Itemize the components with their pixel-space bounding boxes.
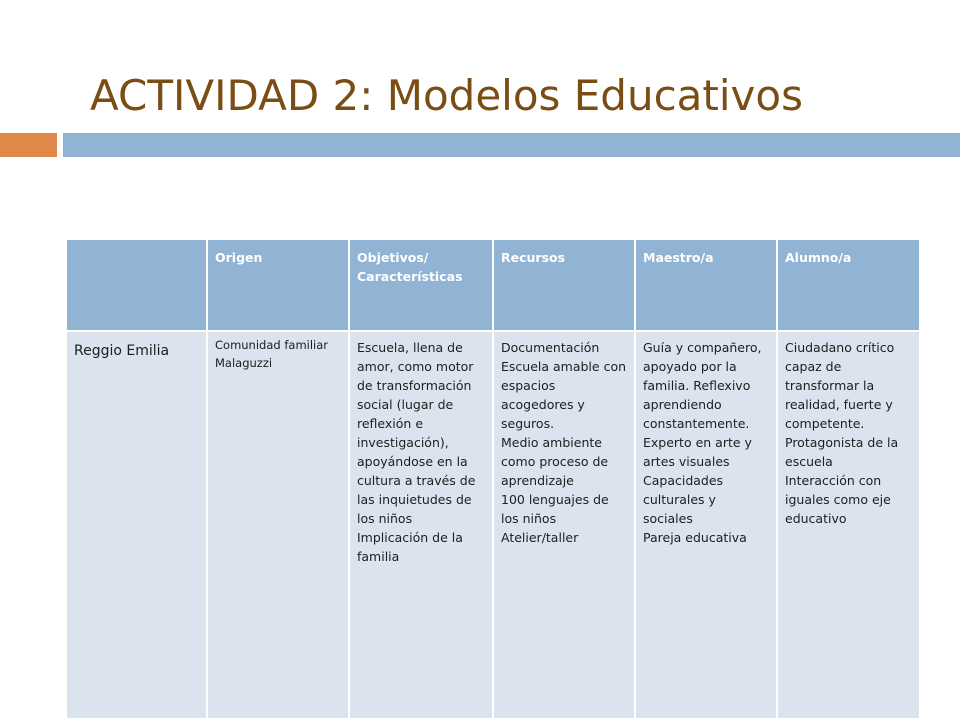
- maestro-line: Guía y compañero, apoyado por la familia. Reflexivo aprendiendo constantemente.: [643, 340, 762, 431]
- header-objetivos: Objetivos/ Características: [349, 239, 493, 331]
- slide-title: ACTIVIDAD 2: Modelos Educativos: [90, 71, 803, 120]
- recursos-line: Escuela amable con espacios acogedores y seguros.: [501, 359, 627, 431]
- objetivos-line: Implicación de la familia: [357, 530, 463, 564]
- origen-line: Comunidad familiar: [215, 338, 329, 352]
- header-recursos: Recursos: [493, 239, 635, 331]
- alumno-line: Ciudadano crítico capaz de transformar la realidad, fuerte y competente.: [785, 340, 895, 431]
- recursos-line: 100 lenguajes de los niños: [501, 492, 609, 526]
- alumno-line: Protagonista de la escuela: [785, 435, 899, 469]
- table-body: [66, 331, 920, 719]
- row-label-reggio-emilia: Reggio Emilia: [66, 331, 207, 719]
- title-accent-bar: [0, 133, 57, 157]
- maestro-line: Experto en arte y artes visuales: [643, 435, 752, 469]
- origen-line: Malaguzzi: [215, 356, 273, 370]
- cell-objetivos: [349, 331, 493, 719]
- maestro-line: Capacidades culturales y sociales: [643, 473, 724, 526]
- recursos-line: Atelier/taller: [501, 530, 579, 545]
- title-underline-bar: [63, 133, 960, 157]
- recursos-line: Documentación: [501, 340, 600, 355]
- header-alumno: Alumno/a: [777, 239, 920, 331]
- table-header: [66, 239, 920, 331]
- header-maestro: Maestro/a: [635, 239, 777, 331]
- cell-maestro: [635, 331, 777, 719]
- table-row: [66, 331, 920, 719]
- header-origen: Origen: [207, 239, 349, 331]
- recursos-line: Medio ambiente como proceso de aprendizaje: [501, 435, 609, 488]
- cell-alumno: [777, 331, 920, 719]
- header-empty: [66, 239, 207, 331]
- alumno-line: Interacción con iguales como eje educativo: [785, 473, 891, 526]
- maestro-line: Pareja educativa: [643, 530, 747, 545]
- objetivos-line: Escuela, llena de amor, como motor de transformación social (lugar de reflexión e investigación), apoyándose en la cultura a través de las inquietudes de los niños: [357, 340, 476, 526]
- header-row: [66, 239, 920, 331]
- education-models-table: [65, 238, 921, 720]
- cell-recursos: [493, 331, 635, 719]
- cell-origen: [207, 331, 349, 719]
